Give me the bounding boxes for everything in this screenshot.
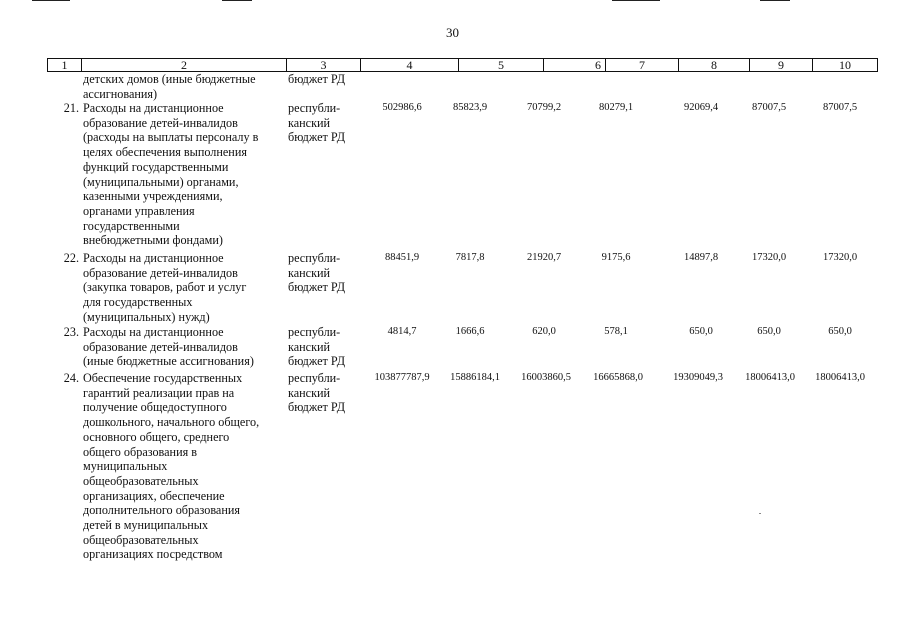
description-line: получение общедоступного [83, 400, 227, 415]
value-year-4: 92069,4 [683, 102, 719, 113]
description-line: (муниципальных) нужд) [83, 309, 210, 324]
value-year-4: 650,0 [689, 326, 713, 337]
description-line: образование детей-инвалидов [83, 339, 238, 354]
column-number-header [47, 58, 878, 72]
page-number: 30 [446, 25, 459, 40]
budget-source [288, 325, 363, 369]
description-line: общеобразовательных [83, 473, 199, 488]
description-line: для государственных [83, 295, 193, 310]
value-year-5: 650,0 [757, 326, 781, 337]
value-year-4: 19309049,3 [673, 372, 723, 383]
header-cell: 9 [749, 59, 812, 71]
description-line: Расходы на дистанционное [83, 251, 224, 265]
row-description [83, 325, 283, 369]
value-year-3: 16665868,0 [593, 372, 643, 383]
budget-source-line: бюджет РД [288, 400, 346, 415]
scan-speck [759, 513, 761, 514]
description-line: целях обеспечения выполнения [83, 145, 247, 160]
continued-budget-source [288, 72, 363, 87]
description-line: муниципальных [83, 459, 168, 474]
budget-source [288, 251, 363, 295]
budget-source-line: канский [288, 115, 331, 130]
budget-source-line: канский [288, 265, 331, 280]
scan-edge-line [612, 0, 660, 1]
value-year-1: 7817,8 [455, 252, 485, 263]
header-cell: 4 [360, 59, 458, 71]
value-year-3: 9175,6 [601, 252, 631, 263]
value-year-2: 70799,2 [526, 102, 562, 113]
continued-description [83, 72, 283, 101]
description-line: ассигнования) [83, 86, 158, 101]
value-year-2: 21920,7 [526, 252, 562, 263]
value-year-1: 15886184,1 [450, 372, 500, 383]
description-line: общего образования в [83, 444, 198, 459]
value-total: 103877787,9 [374, 372, 430, 383]
description-line: основного общего, среднего [83, 429, 230, 444]
description-line: образование детей-инвалидов [83, 115, 238, 130]
value-year-5: 17320,0 [751, 252, 787, 263]
row-number: 23. [63, 325, 79, 339]
value-year-2: 620,0 [532, 326, 556, 337]
budget-source-line: республи- [288, 251, 341, 265]
row-number: 24. [63, 371, 79, 385]
value-year-1: 1666,6 [455, 326, 485, 337]
header-cell: 5 [458, 59, 543, 71]
value-year-3: 80279,1 [598, 102, 634, 113]
description-line: Расходы на дистанционное [83, 101, 224, 115]
description-line: (расходы на выплаты персоналу в [83, 130, 259, 145]
budget-source-line: бюджет РД [288, 280, 346, 295]
value-year-5: 87007,5 [751, 102, 787, 113]
description-line: внебюджетными фондами) [83, 233, 223, 248]
budget-source-line: республи- [288, 325, 341, 339]
description-line: общеобразовательных [83, 532, 199, 547]
row-number: 21. [63, 101, 79, 115]
description-line: дополнительного образования [83, 503, 240, 518]
description-line: (закупка товаров, работ и услуг [83, 280, 247, 295]
value-year-6: 87007,5 [822, 102, 858, 113]
description-line: казенными учреждениями, [83, 189, 223, 204]
description-line: (иные бюджетные ассигнования) [83, 354, 254, 369]
budget-source [288, 101, 363, 145]
budget-source-line: республи- [288, 371, 341, 385]
budget-source-line: канский [288, 339, 331, 354]
value-year-1: 85823,9 [452, 102, 488, 113]
description-line: (муниципальными) органами, [83, 174, 239, 189]
description-line: органами управления [83, 203, 195, 218]
row-description [83, 371, 283, 562]
scan-edge-line [222, 0, 252, 1]
budget-source-line: республи- [288, 101, 341, 115]
description-line: гарантий реализации прав на [83, 385, 235, 400]
row-description [83, 101, 283, 248]
value-total: 88451,9 [384, 252, 420, 263]
header-cell: 3 [286, 59, 360, 71]
description-line: организациях посредством [83, 547, 223, 562]
budget-source-line: бюджет РД [288, 130, 346, 145]
value-year-5: 18006413,0 [745, 372, 795, 383]
description-line: функций государственными [83, 159, 229, 174]
header-cell: 7 [605, 59, 678, 71]
description-line: Обеспечение государственных [83, 371, 243, 385]
header-cell: 2 [81, 59, 286, 71]
header-cell: 1 [61, 58, 68, 72]
row-description [83, 251, 283, 325]
value-year-4: 14897,8 [683, 252, 719, 263]
budget-source-line: бюджет РД [288, 72, 346, 86]
description-line: организациях, обеспечение [83, 488, 225, 503]
value-year-2: 16003860,5 [521, 372, 571, 383]
description-line: государственными [83, 218, 180, 233]
value-year-6: 18006413,0 [815, 372, 865, 383]
row-number: 22. [63, 251, 79, 265]
budget-source-line: канский [288, 385, 331, 400]
value-total: 502986,6 [382, 102, 422, 113]
header-cell: 10 [812, 59, 877, 71]
value-year-6: 650,0 [828, 326, 852, 337]
description-line: образование детей-инвалидов [83, 265, 238, 280]
value-year-6: 17320,0 [822, 252, 858, 263]
value-total: 4814,7 [387, 326, 417, 337]
scan-edge-line [760, 0, 790, 1]
scan-edge-line [32, 0, 70, 1]
header-cell: 6 [543, 59, 605, 71]
value-year-3: 578,1 [604, 326, 628, 337]
description-line: Расходы на дистанционное [83, 325, 224, 339]
header-cell: 8 [678, 59, 749, 71]
description-line: детей в муниципальных [83, 518, 209, 533]
budget-source [288, 371, 363, 415]
description-line: детских домов (иные бюджетные [83, 72, 256, 86]
description-line: дошкольного, начального общего, [83, 415, 260, 430]
budget-source-line: бюджет РД [288, 354, 346, 369]
